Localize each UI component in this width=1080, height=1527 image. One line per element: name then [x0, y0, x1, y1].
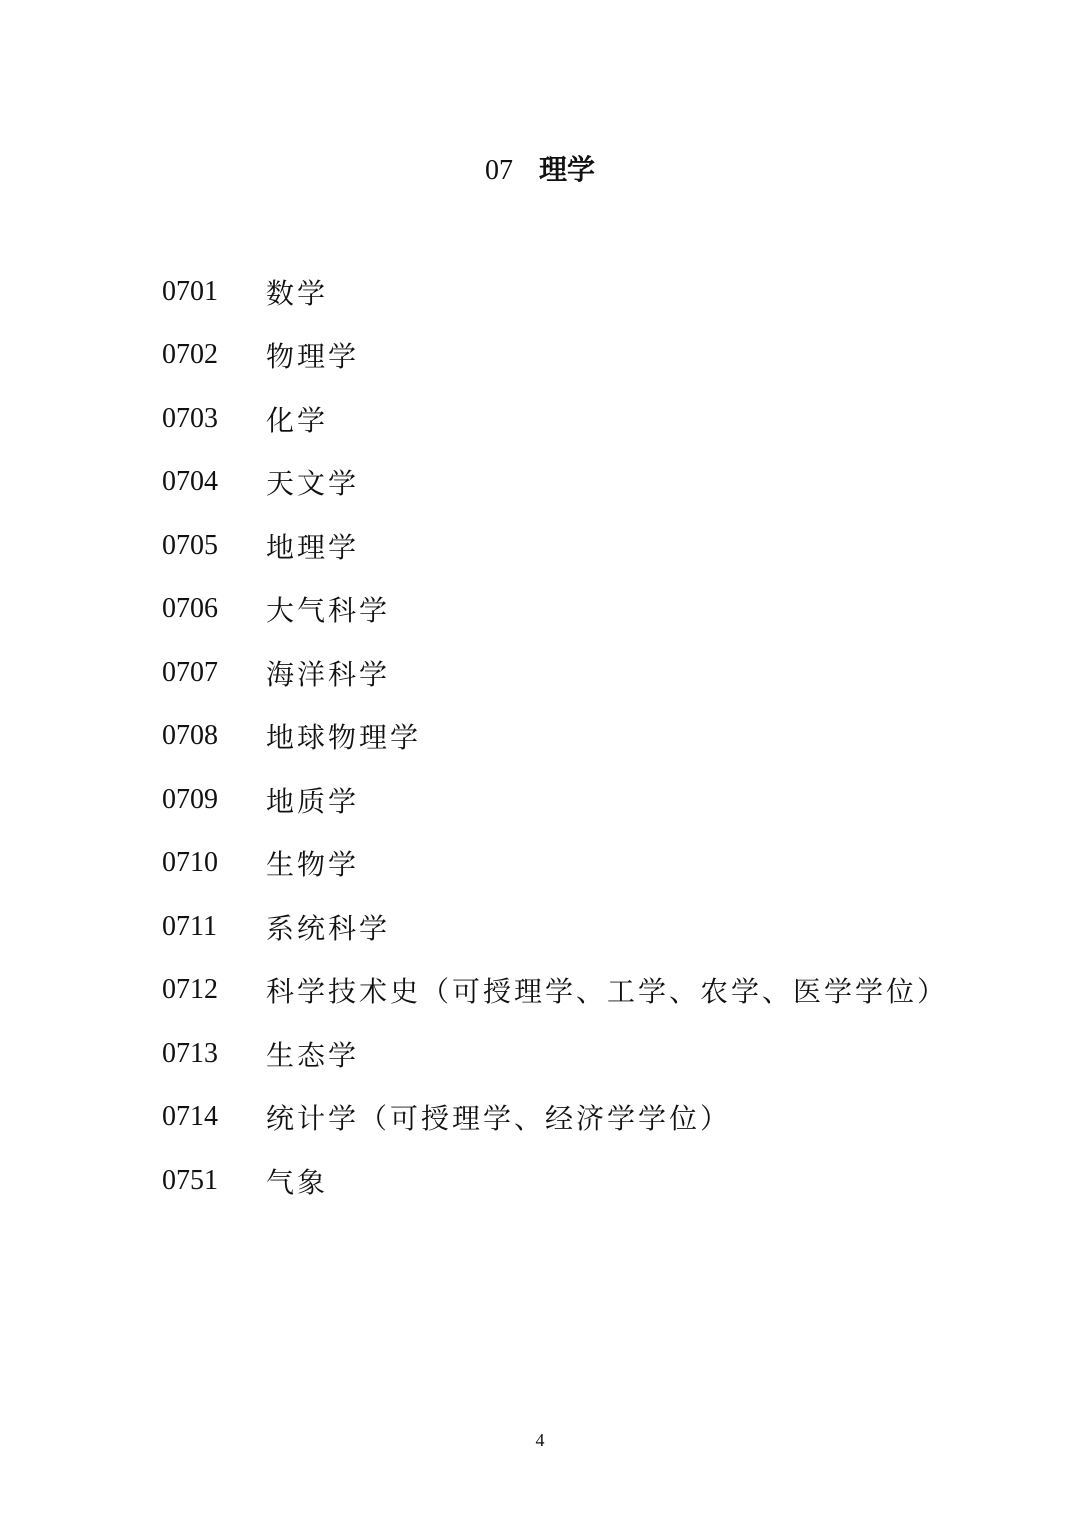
discipline-name: 系统科学: [266, 911, 391, 945]
discipline-code: 0701: [162, 275, 218, 307]
list-item: [162, 1149, 1022, 1213]
discipline-code: 0751: [162, 1164, 218, 1196]
discipline-code: 0710: [162, 847, 218, 879]
discipline-list: [162, 260, 1022, 1213]
discipline-code: 0713: [162, 1037, 218, 1069]
list-item: [162, 578, 1022, 642]
discipline-code: 0709: [162, 783, 218, 815]
discipline-name: 天文学: [266, 467, 360, 501]
page-title: [0, 150, 1080, 191]
page-number: 4: [535, 1430, 545, 1450]
category-name: 理学: [538, 153, 595, 186]
list-item: [162, 1086, 1022, 1150]
discipline-code: 0704: [162, 466, 218, 498]
list-item: [162, 768, 1022, 832]
discipline-name: 地理学: [266, 530, 360, 564]
discipline-code: 0702: [162, 339, 218, 371]
discipline-name: 海洋科学: [266, 657, 391, 691]
list-item: [162, 324, 1022, 388]
list-item: [162, 832, 1022, 896]
category-code: 07: [484, 155, 513, 186]
discipline-name: 统计学（可授理学、经济学学位）: [266, 1102, 732, 1136]
list-item: [162, 895, 1022, 959]
discipline-code: 0708: [162, 720, 218, 752]
discipline-name: 气象: [266, 1165, 329, 1199]
discipline-code: 0714: [162, 1101, 218, 1133]
discipline-name: 化学: [266, 403, 329, 437]
discipline-code: 0706: [162, 593, 218, 625]
discipline-name: 地质学: [266, 784, 360, 818]
list-item: [162, 705, 1022, 769]
list-item: [162, 514, 1022, 578]
list-item: [162, 451, 1022, 515]
list-item: [162, 1022, 1022, 1086]
list-item: [162, 641, 1022, 705]
list-item: [162, 260, 1022, 324]
discipline-code: 0703: [162, 402, 218, 434]
discipline-name: 大气科学: [266, 594, 391, 628]
discipline-name: 生物学: [266, 848, 360, 882]
discipline-code: 0707: [162, 656, 218, 688]
discipline-name: 科学技术史（可授理学、工学、农学、医学学位）: [266, 975, 949, 1009]
discipline-name: 数学: [266, 276, 329, 310]
discipline-name: 地球物理学: [266, 721, 422, 755]
list-item: [162, 959, 1022, 1023]
list-item: [162, 387, 1022, 451]
discipline-name: 生态学: [266, 1038, 360, 1072]
discipline-code: 0705: [162, 529, 218, 561]
discipline-name: 物理学: [266, 340, 360, 374]
discipline-code: 0712: [162, 974, 218, 1006]
discipline-code: 0711: [162, 910, 217, 942]
